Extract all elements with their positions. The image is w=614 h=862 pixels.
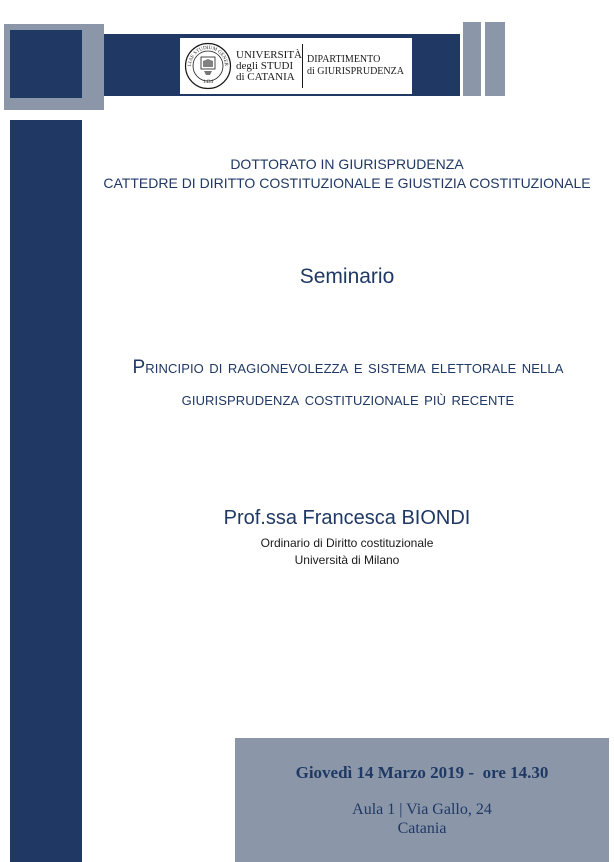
- header-stripe: [485, 22, 505, 96]
- seal-ring-text: LIAE STUDIUM GENER: [187, 45, 229, 67]
- event-venue-line: Aula 1 | Via Gallo, 24: [352, 801, 492, 818]
- university-name: [236, 50, 300, 83]
- event-venue: [235, 800, 609, 838]
- program-line: CATTEDRE DI DIRITTO COSTITUZIONALE E GIUSTIZIA COSTITUZIONALE: [103, 175, 591, 191]
- talk-title-line: Principio di ragionevolezza e sistema elettorale nella: [132, 357, 564, 378]
- event-venue-city: Catania: [397, 820, 447, 837]
- header-stripe: [446, 34, 460, 96]
- department-name: [307, 54, 404, 78]
- department-name-line: di GIURISPRUDENZA: [307, 66, 404, 77]
- speaker-name: Prof.ssa Francesca BIONDI: [223, 507, 471, 529]
- talk-title: [82, 352, 614, 416]
- university-name-line: degli STUDI: [236, 59, 294, 72]
- university-name-line: di CATANIA: [236, 70, 295, 83]
- program-line: DOTTORATO IN GIURISPRUDENZA: [230, 156, 464, 172]
- speaker-role: Ordinario di Diritto costituzionale: [260, 536, 434, 550]
- university-logo: [180, 38, 412, 94]
- seminar-label: Seminario: [299, 265, 395, 288]
- left-side-bar: [10, 120, 82, 862]
- program-heading: [100, 155, 594, 193]
- department-name-line: DIPARTIMENTO: [307, 54, 381, 65]
- speaker-affiliation: Università di Milano: [294, 553, 400, 567]
- header-deco-square-inner: [10, 30, 82, 98]
- talk-title-line: giurisprudenza costituzionale più recente: [181, 389, 515, 410]
- seal-year: 1434: [203, 80, 213, 85]
- header-stripe: [415, 34, 443, 96]
- event-datetime: Giovedì 14 Marzo 2019 - ore 14.30: [295, 763, 549, 782]
- speaker-details: [100, 535, 594, 569]
- university-seal-icon: [184, 42, 232, 90]
- logo-divider: [302, 44, 303, 88]
- university-name-line: UNIVERSITÀ: [236, 48, 302, 61]
- header-stripe: [463, 22, 481, 96]
